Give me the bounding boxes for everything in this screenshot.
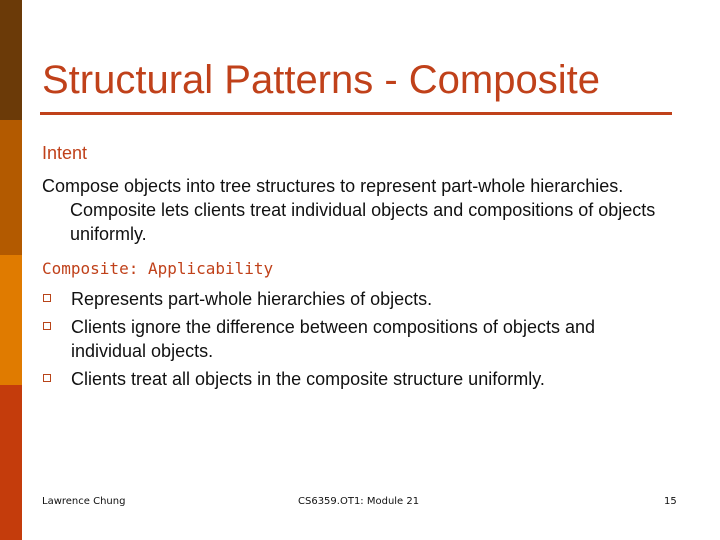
footer-course: CS6359.OT1: Module 21 xyxy=(298,496,420,507)
list-item xyxy=(42,367,672,391)
intent-heading: Intent xyxy=(42,143,88,163)
bullet-text: Clients treat all objects in the composite structure uniformly. xyxy=(71,369,545,389)
square-bullet-icon xyxy=(43,294,51,302)
footer-author: Lawrence Chung xyxy=(42,496,126,507)
square-bullet-icon xyxy=(43,374,51,382)
bullet-text: Clients ignore the difference between compositions of objects and individual objects. xyxy=(71,317,595,361)
side-bar-segment-3 xyxy=(0,255,22,385)
side-bar-segment-1 xyxy=(0,0,22,120)
list-item xyxy=(42,287,672,311)
intent-body: Compose objects into tree structures to represent part-whole hierarchies. Composite lets clients treat individual objects and compositions of objects uniformly. xyxy=(42,176,656,244)
slide-title: Structural Patterns - Composite xyxy=(42,58,600,102)
square-bullet-icon xyxy=(43,322,51,330)
list-item xyxy=(42,315,672,363)
page-number: 15 xyxy=(664,496,677,507)
bullet-text: Represents part-whole hierarchies of objects. xyxy=(71,289,433,309)
decorative-side-bar xyxy=(0,0,22,540)
title-underline xyxy=(40,112,672,115)
applicability-list xyxy=(42,287,672,395)
applicability-heading: Composite: Applicability xyxy=(42,259,274,278)
side-bar-segment-4 xyxy=(0,385,22,540)
side-bar-segment-2 xyxy=(0,120,22,255)
